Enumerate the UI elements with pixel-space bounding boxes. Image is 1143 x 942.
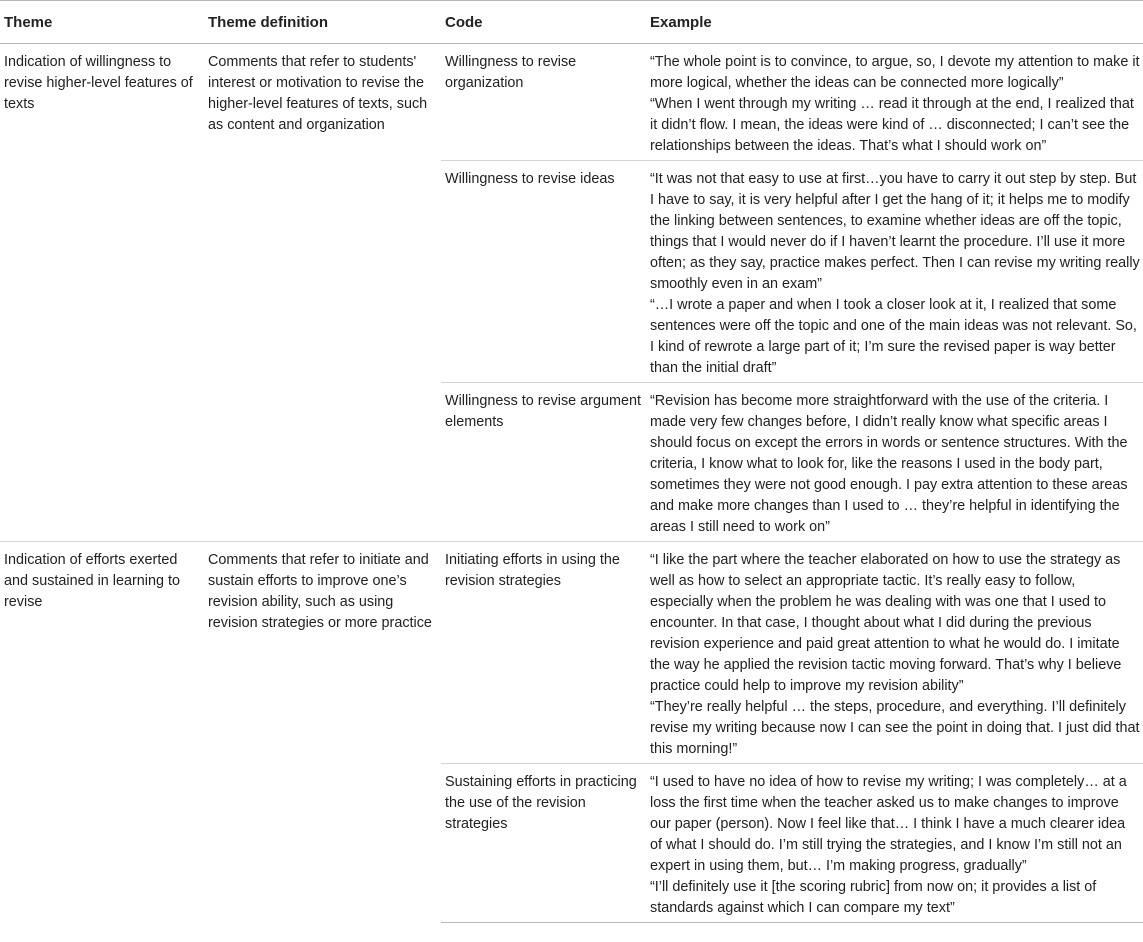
code-cell: Willingness to revise organization (445, 54, 577, 91)
example-cell (646, 161, 1143, 383)
example-quote: “When I went through my writing … read it through at the end, I realized that it didn’t flow. I mean, the ideas were kind of … disconnected; I can’t see the relationships between the ideas. That’s what I should work on” (650, 96, 1134, 154)
code-cell: Sustaining efforts in practicing the use of the revision strategies (441, 764, 646, 923)
table-body (0, 44, 1143, 923)
theme-definition-cell: Comments that refer to initiate and sustain efforts to improve one’s revision ability, such as using revision strategies or more practice (204, 542, 441, 923)
example-quote: “It was not that easy to use at first…you have to carry it out step by step. But I have to say, it is very helpful after I get the hang of it; it helps me to modify the linking between sentences, to examine whether ideas are off the topic, things that I would never do if I haven’t learnt the procedure. I’ll use it more often; as they say, practice makes perfect. Then I can revise my writing really smoothly even in an exam” (650, 171, 1140, 292)
example-cell (646, 542, 1143, 764)
code-cell: Initiating efforts in using the revision strategies (441, 542, 646, 764)
example-cell (646, 44, 1143, 161)
header-code: Code (441, 1, 646, 44)
code-cell: Willingness to revise argument elements (441, 383, 646, 542)
table-row (0, 44, 1143, 161)
table-header (0, 1, 1143, 44)
example-cell (646, 764, 1143, 923)
header-example: Example (646, 1, 1143, 44)
header-row (0, 1, 1143, 44)
header-theme-definition: Theme definition (204, 1, 441, 44)
example-quote: “…I wrote a paper and when I took a closer look at it, I realized that some sentences were off the topic and one of the main ideas was not relevant. So, I kind of rewrote a large part of it; I’m sure the revised paper is way better than the initial draft” (650, 297, 1137, 376)
table-row (0, 542, 1143, 764)
example-quote: “Revision has become more straightforward with the use of the criteria. I made very few changes before, I didn’t really know what specific areas I should focus on except the errors in words or sentence structures. With the criteria, I know what to look for, like the reasons I used in the body part, sometimes they were not good enough. I pay extra attention to these areas and make more changes than I used to … they’re helpful in identifying the areas I still need to work on” (650, 393, 1128, 535)
code-cell: Willingness to revise ideas (441, 161, 646, 383)
example-quote: “I like the part where the teacher elaborated on how to use the strategy as well as how to select an appropriate tactic. It’s really easy to follow, especially when the problem he was dealing with was one that I used to encounter. In that case, I thought about what I did during the previous revision experience and paid great attention to what he would do. I imitate the way he applied the revision tactic moving forward. That’s why I believe practice could help to improve my revision ability” (650, 552, 1122, 694)
example-quote: “The whole point is to convince, to argue, so, I devote my attention to make it more logical, whether the ideas can be connected more logically” (650, 54, 1140, 91)
header-theme: Theme (0, 1, 204, 44)
example-quote: “They’re really helpful … the steps, procedure, and everything. I’ll definitely revise my writing because now I can see the point in doing that. I just did that this morning!” (650, 699, 1140, 757)
example-quote: “I’ll definitely use it [the scoring rubric] from now on; it provides a list of standards against which I can compare my text” (650, 879, 1097, 916)
example-quote: “I used to have no idea of how to revise my writing; I was completely… at a loss the first time when the teacher asked us to make changes to improve our paper (person). Now I feel like that… I think I have a much clearer idea of what I should do. I’m still trying the strategies, and I know I’m still not an expert in using them, but… I’m making progress, gradually” (650, 774, 1127, 874)
theme-cell: Indication of willingness to revise higher-level features of texts (4, 54, 193, 112)
theme-cell: Indication of efforts exerted and sustained in learning to revise (0, 542, 204, 923)
example-cell (646, 383, 1143, 542)
theme-definition-cell: Comments that refer to students' interest or motivation to revise the higher-level features of texts, such as content and organization (208, 54, 428, 133)
